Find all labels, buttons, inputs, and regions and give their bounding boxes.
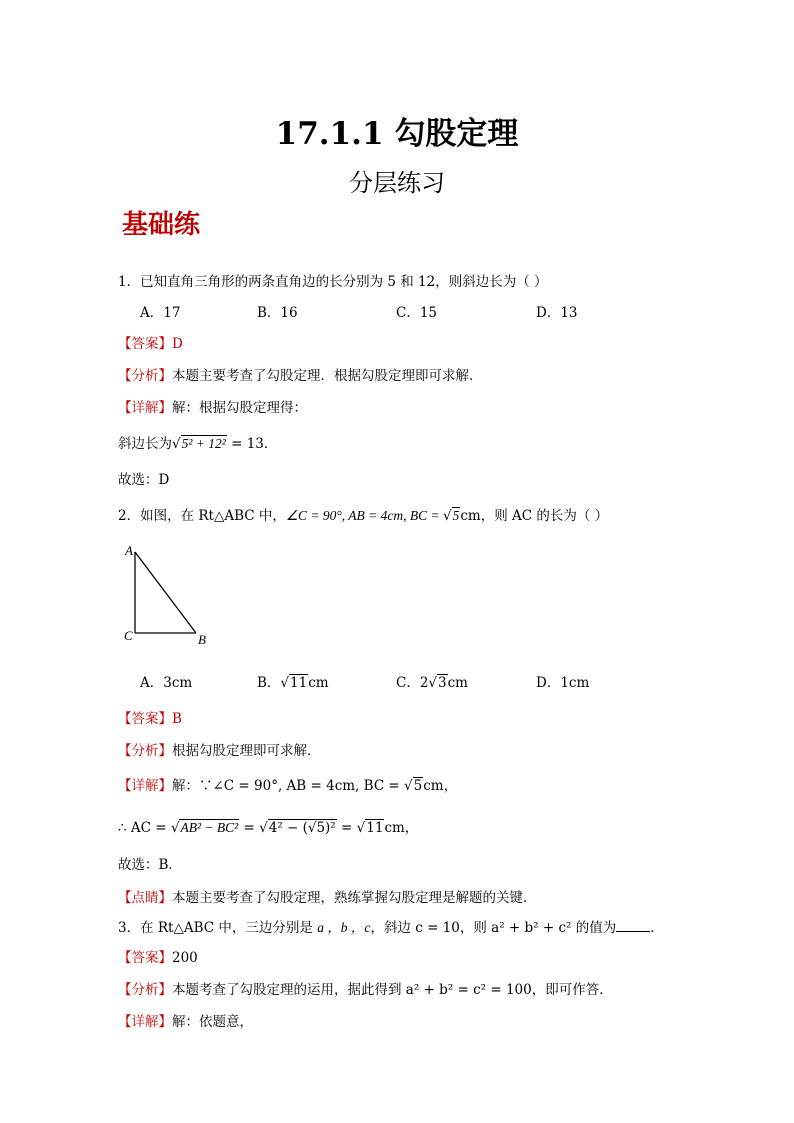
q1-option-c: C．15 — [396, 305, 438, 321]
q1-analysis: 本题主要考查了勾股定理．根据勾股定理即可求解． — [172, 368, 483, 384]
q3-stem — [118, 916, 664, 936]
q2-stem-prefix: 2．如图，在 Rt△ABC 中， — [118, 508, 286, 524]
q1-calc-line — [118, 432, 277, 452]
q3-stem-mid: ，斜边 c = 10，则 a² + b² + c² 的值为 — [370, 920, 617, 936]
q3-stem-prefix: 3．在 Rt△ABC 中，三边分别是 — [118, 920, 318, 936]
q2-remark-line — [118, 886, 537, 906]
q2-detail-sqrt: √ — [404, 778, 413, 794]
q3-analysis-tag: 【分析】 — [118, 982, 172, 998]
q2-option-b — [257, 671, 329, 691]
q3-detail-line — [118, 1010, 253, 1030]
q2-answer-tag: 【答案】 — [118, 711, 172, 727]
q1-analysis-tag: 【分析】 — [118, 368, 172, 384]
q2-detail-radicand: 5 — [413, 778, 423, 794]
q3-detail: 解：依题意， — [172, 1014, 253, 1030]
q2-detail-line — [118, 774, 457, 794]
q3-stem-vars: a ，b ，c — [317, 920, 371, 935]
q2-sqrt-sign: √ — [442, 508, 452, 524]
q3-analysis: 本题考查了勾股定理的运用，据此得到 a² + b² = c² = 100，即可作答． — [172, 982, 613, 998]
q2-remark: 本题主要考查了勾股定理，熟练掌握勾股定理是解题的关键． — [172, 890, 537, 906]
q1-stem: 1．已知直角三角形的两条直角边的长分别为 5 和 12，则斜边长为（ ） — [118, 274, 548, 290]
q2-side-ab — [135, 552, 196, 633]
q2-detail-prefix: 解：∵∠C = 90°, AB = 4cm, BC = — [172, 778, 405, 794]
q2-option-a: A．3cm — [140, 675, 193, 691]
q2-calc-suffix: cm， — [384, 820, 419, 836]
q2-stem-condition: ∠C = 90°, AB = 4cm, BC = — [285, 508, 443, 523]
q2-remark-tag: 【点睛】 — [118, 890, 172, 906]
q2-analysis: 根据勾股定理即可求解． — [172, 743, 321, 759]
q1-sqrt-sign: √ — [172, 436, 181, 452]
q1-option-a: A．17 — [140, 305, 181, 321]
q1-answer-line — [118, 332, 183, 352]
q1-choose: 故选：D — [118, 472, 170, 488]
document-title: 17.1.1 勾股定理 — [275, 116, 519, 152]
q2-option-b-prefix: B． — [257, 675, 281, 691]
q2-calc-sqrt2: √ — [259, 820, 268, 836]
q2-calc-radicand2: 4² − (√5)² — [268, 820, 336, 836]
q2-option-c — [396, 671, 468, 691]
q1-calc-prefix: 斜边长为 — [118, 436, 172, 452]
q2-option-c-unit: cm — [447, 675, 468, 691]
q1-answer: D — [172, 336, 183, 352]
q3-answer-blank — [616, 919, 650, 932]
q2-calc-eq1: = — [239, 820, 260, 836]
q1-detail-line — [118, 396, 307, 416]
q1-option-b: B．16 — [257, 305, 298, 321]
q2-calc-sqrt3: √ — [356, 820, 366, 836]
document-subtitle: 分层练习 — [349, 169, 445, 197]
q2-calc-eq2: = — [336, 820, 357, 836]
q2-analysis-line — [118, 739, 321, 759]
q3-analysis-line — [118, 978, 613, 998]
q2-option-b-radicand: 11 — [290, 675, 308, 691]
q1-detail-tag: 【详解】 — [118, 400, 172, 416]
q2-option-b-sqrt: √ — [280, 675, 290, 691]
q2-stem-radicand: 5 — [452, 508, 460, 523]
q2-calc-line — [118, 816, 418, 836]
q2-answer-line — [118, 707, 182, 727]
q2-detail-tag: 【详解】 — [118, 778, 172, 794]
q2-detail-suffix: cm， — [423, 778, 458, 794]
q1-calc-radicand: 5² + 12² — [181, 436, 226, 451]
q3-answer: 200 — [172, 950, 198, 966]
q3-stem-end: ． — [650, 920, 664, 936]
q2-calc-radicand1: AB² − BC² — [180, 820, 239, 835]
q2-calc-prefix: ∴ AC = — [118, 820, 171, 836]
q2-choose: 故选：B． — [118, 857, 182, 873]
q2-label-c: C — [124, 628, 133, 643]
q2-option-c-sqrt: √ — [428, 675, 438, 691]
q2-analysis-tag: 【分析】 — [118, 743, 172, 759]
q3-detail-tag: 【详解】 — [118, 1014, 172, 1030]
q2-option-c-radicand: 3 — [438, 675, 447, 691]
section-heading: 基础练 — [122, 210, 201, 240]
q2-label-b: B — [198, 632, 206, 647]
q1-option-d: D．13 — [536, 305, 578, 321]
q2-calc-radicand3: 11 — [366, 820, 384, 836]
q2-stem — [118, 504, 608, 524]
q1-answer-tag: 【答案】 — [118, 336, 172, 352]
q2-option-c-prefix: C．2 — [396, 675, 429, 691]
q2-stem-mid: cm，则 AC 的长为（ ） — [460, 508, 609, 524]
q1-calc-result: = 13． — [226, 436, 278, 452]
q2-option-d: D．1cm — [536, 675, 590, 691]
q2-option-b-unit: cm — [308, 675, 329, 691]
q3-answer-tag: 【答案】 — [118, 950, 172, 966]
q1-detail: 解：根据勾股定理得： — [172, 400, 307, 416]
q3-answer-line — [118, 946, 198, 966]
q1-analysis-line — [118, 364, 483, 384]
q2-label-a: A — [125, 543, 133, 558]
q2-answer: B — [172, 711, 182, 727]
q2-calc-sqrt1: √ — [170, 820, 180, 836]
